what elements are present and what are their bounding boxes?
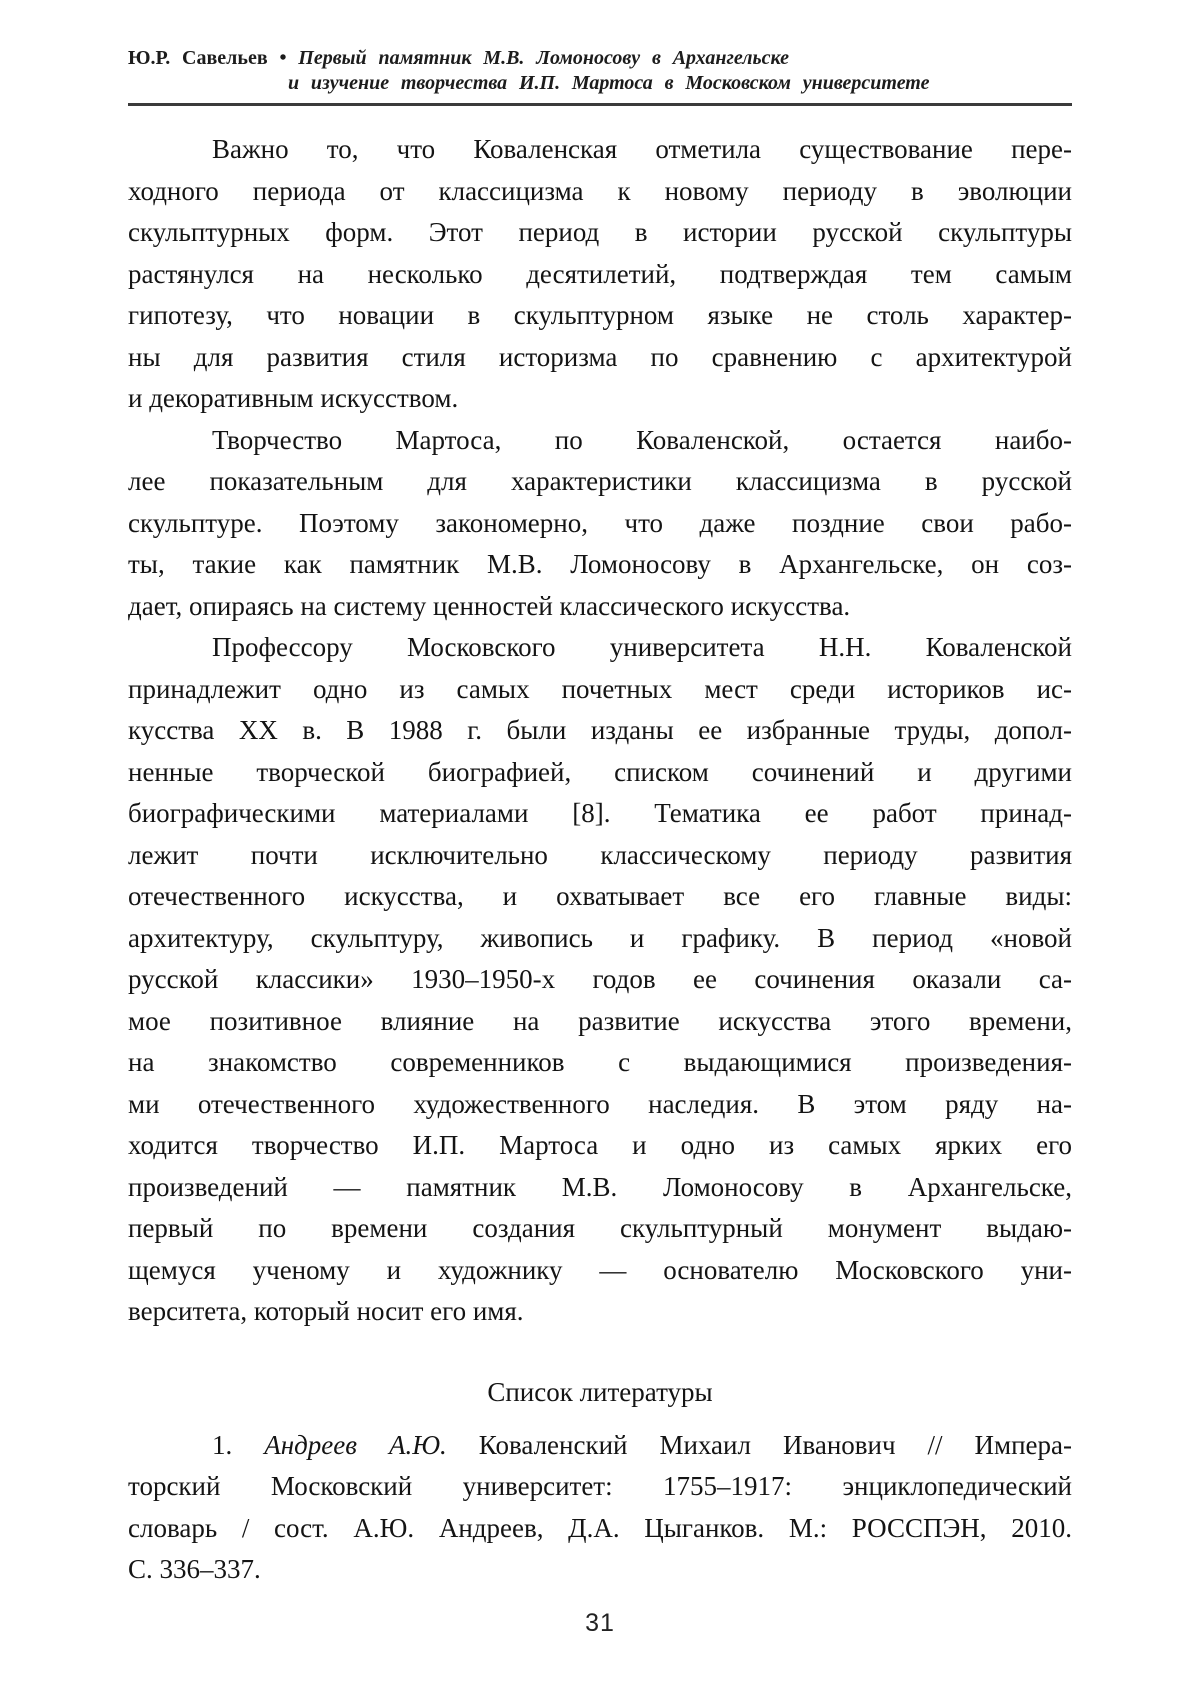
text-line: принадлежит одно из самых почетных мест среди историков ис-	[128, 673, 1072, 704]
text-line: мое позитивное влияние на развитие искусства этого времени,	[128, 1005, 1072, 1036]
text-line: Творчество Мартоса, по Коваленской, остается наибо-	[212, 424, 1072, 455]
body-text	[128, 129, 1072, 1333]
text-line: произведений — памятник М.В. Ломоносову в Архангельске,	[128, 1171, 1072, 1202]
text-line: скульптуре. Поэтому закономерно, что даже поздние свои рабо-	[128, 507, 1072, 538]
running-header	[128, 46, 1072, 96]
text-line: первый по времени создания скульптурный монумент выдаю-	[128, 1213, 1072, 1243]
text-line: русской классики» 1930–1950-х годов ее сочинения оказали са-	[128, 964, 1072, 994]
text-line: верситета, который носит его имя.	[128, 1296, 524, 1326]
text-line: ходится творчество И.П. Мартоса и одно из самых ярких его	[128, 1130, 1072, 1160]
text-line: скульптурных форм. Этот период в истории русской скульптуры	[128, 217, 1072, 247]
text-line: и декоративным искусством.	[128, 383, 459, 413]
text-line: архитектуру, скульптуру, живопись и графику. В период «новой	[128, 922, 1072, 953]
text-line: щемуся ученому и художнику — основателю Московского уни-	[128, 1254, 1072, 1285]
header-title-line-1: Первый памятник М.В. Ломоносову в Архангельске	[298, 47, 789, 69]
reference-entry-1	[128, 1425, 1072, 1591]
text-line: Профессору Московского университета Н.Н. Коваленской	[212, 632, 1072, 662]
paragraph-2	[128, 420, 1072, 628]
text-line: ходного периода от классицизма к новому периоду в эволюции	[128, 175, 1072, 206]
header-separator-bullet: •	[279, 47, 287, 69]
text-line: С. 336–337.	[128, 1554, 261, 1584]
text-line: отечественного искусства, и охватывает все его главные виды:	[128, 881, 1072, 911]
text-line	[128, 1425, 1072, 1467]
text-line: ты, такие как памятник М.В. Ломоносову в Архангельске, он соз-	[128, 549, 1072, 579]
page-number: 31	[585, 1608, 615, 1637]
text-line: ми отечественного художественного наследия. В этом ряду на-	[128, 1088, 1072, 1119]
text-line: дает, опираясь на систему ценностей классического искусства.	[128, 590, 851, 621]
text-line: Важно то, что Коваленская отметила существование пере-	[212, 134, 1072, 164]
text-line: на знакомство современников с выдающимися произведения-	[128, 1047, 1072, 1077]
text-line: словарь / сост. А.Ю. Андреев, Д.А. Цыганков. М.: РОССПЭН, 2010.	[128, 1512, 1072, 1543]
reference-title: Коваленский Михаил Иванович // Импера-	[478, 1429, 1072, 1460]
text-line: ненные творческой биографией, списком сочинений и другими	[128, 756, 1072, 787]
text-line: лежит почти исключительно классическому периоду развития	[128, 839, 1072, 870]
text-line: лее показательным для характеристики классицизма в русской	[128, 466, 1072, 496]
section-heading-references: Список литературы	[487, 1376, 713, 1407]
text-line: кусства XX в. В 1988 г. были изданы ее избранные труды, допол-	[128, 715, 1072, 745]
header-title-line-2: и изучение творчества И.П. Мартоса в Московском университете	[288, 72, 930, 94]
reference-author: Андреев А.Ю.	[264, 1429, 447, 1460]
text-line: растянулся на несколько десятилетий, подтверждая тем самым	[128, 258, 1072, 289]
text-line: биографическими материалами [8]. Тематика ее работ принад-	[128, 798, 1072, 828]
header-line-1	[128, 46, 1072, 71]
paragraph-3	[128, 627, 1072, 1333]
text-line: гипотезу, что новации в скульптурном языке не столь характер-	[128, 300, 1072, 330]
header-author: Ю.Р. Савельев	[128, 47, 268, 69]
text-line: ны для развития стиля историзма по сравнению с архитектурой	[128, 341, 1072, 372]
text-line: торский Московский университет: 1755–1917: энциклопедический	[128, 1471, 1072, 1501]
header-rule-divider	[128, 103, 1072, 106]
paragraph-1	[128, 129, 1072, 420]
reference-number: 1.	[212, 1429, 233, 1460]
